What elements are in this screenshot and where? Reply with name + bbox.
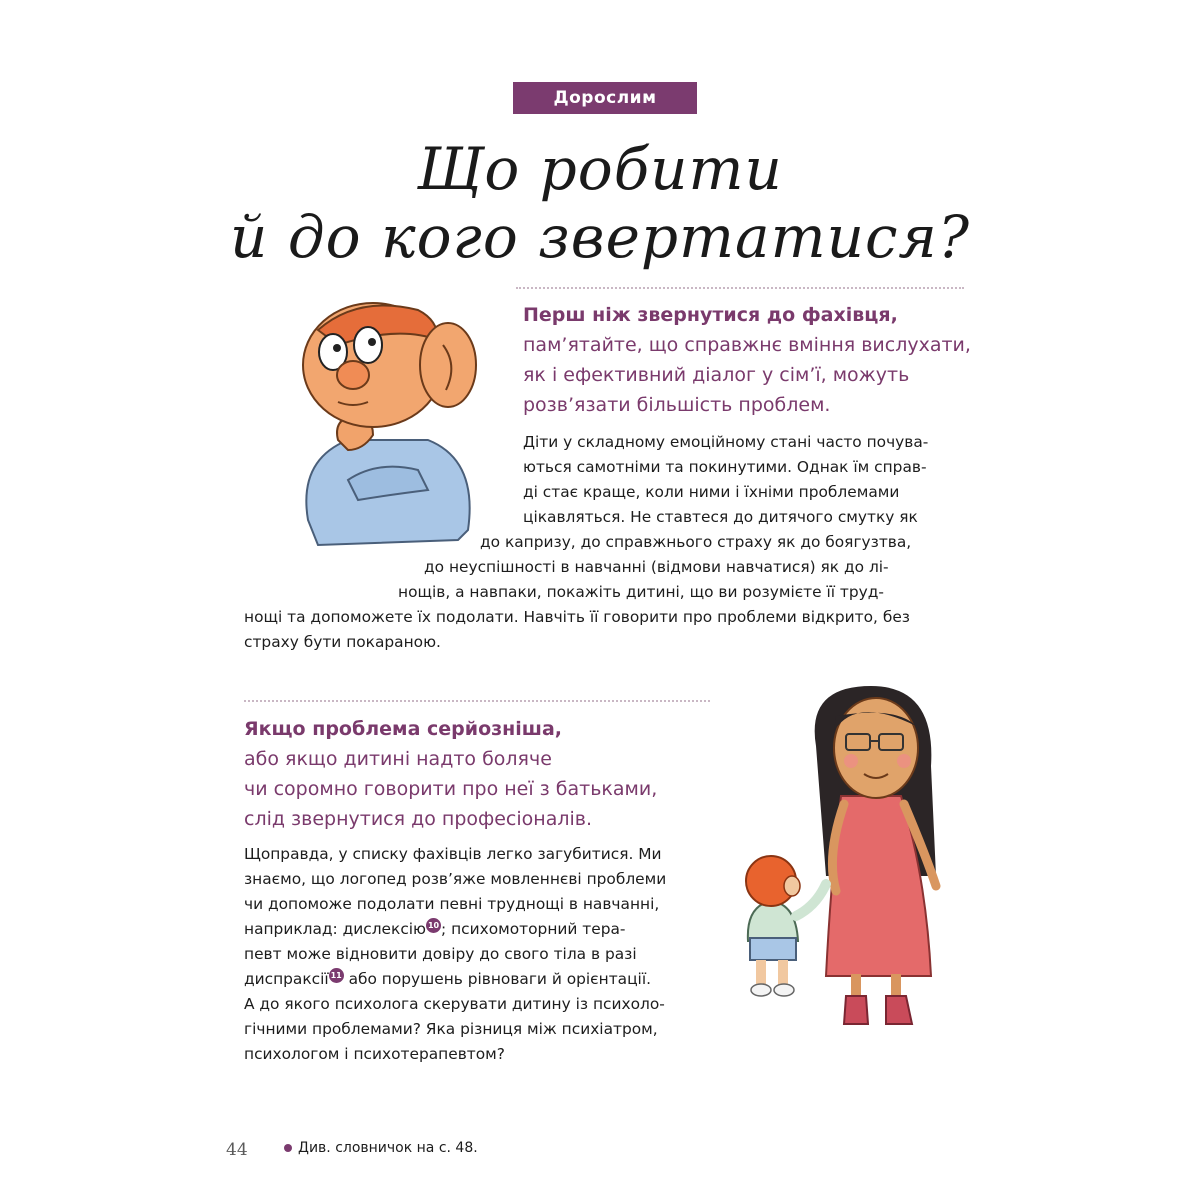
section2-body-text: або порушень рівноваги й орієнтації. <box>343 970 652 988</box>
section2-body-text: ; психомоторний тера- <box>441 920 626 938</box>
section1-body-line: нощів, а навпаки, покажіть дитині, що ви розумієте її труд- <box>398 583 884 601</box>
divider-2 <box>244 700 710 702</box>
divider-1 <box>516 287 964 289</box>
section1-lead-bold: Перш ніж звернутися до фахівця, <box>523 304 898 326</box>
section2-lead <box>244 714 724 834</box>
glossary-ref-10[interactable]: 10 <box>426 918 441 933</box>
section2-lead-line: або якщо дитині надто боляче <box>244 748 552 770</box>
section2-body-line: Щоправда, у списку фахівців легко загубитися. Ми <box>244 845 662 863</box>
section1-body-line: Діти у складному емоційному стані часто почува- <box>523 433 929 451</box>
section1-body-line: ються самотніми та покинутими. Однак їм справ- <box>523 458 927 476</box>
page-title-line-1: Що робити <box>417 135 783 203</box>
page-number: 44 <box>226 1140 248 1160</box>
section2-body-line: чи допоможе подолати певні труднощі в навчанні, <box>244 895 660 913</box>
section1-body-line: до неуспішності в навчанні (відмови навчатися) як до лі- <box>424 558 889 576</box>
section1-body-line: страху бути покараною. <box>244 633 441 651</box>
mother-child-illustration <box>726 676 966 1066</box>
section2-lead-line: слід звернутися до професіоналів. <box>244 808 593 830</box>
section-tag: Дорослим <box>513 82 697 114</box>
section1-body-line: нощі та допоможете їх подолати. Навчіть її говорити про проблеми відкрито, без <box>244 608 910 626</box>
section1-lead <box>523 300 973 420</box>
glossary-note-text: Див. словничок на с. 48. <box>298 1140 478 1156</box>
section2-body-text: диспраксії <box>244 970 329 988</box>
section1-body-line: до капризу, до справжнього страху як до боягузтва, <box>480 533 912 551</box>
section1-lead-line: розв’язати більшість проблем. <box>523 394 831 416</box>
section1-lead-line: як і ефективний діалог у сім’ї, можуть <box>523 364 910 386</box>
section1-body-line: цікавляться. Не ставтеся до дитячого смутку як <box>523 508 918 526</box>
section2-lead-line: чи соромно говорити про неї з батьками, <box>244 778 658 800</box>
section2-body-line <box>244 967 710 992</box>
section2-body <box>244 842 710 1067</box>
section2-body-line: гічними проблемами? Яка різниця між психіатром, <box>244 1020 658 1038</box>
section2-body-line: А до якого психолога скерувати дитину із психоло- <box>244 995 665 1013</box>
section2-body-text: наприклад: дислексію <box>244 920 427 938</box>
thinking-man-illustration <box>278 290 518 570</box>
section1-lead-line: пам’ятайте, що справжнє вміння вислухати, <box>523 334 971 356</box>
glossary-note <box>284 1140 478 1156</box>
bullet-icon <box>284 1144 292 1152</box>
section2-lead-bold: Якщо проблема серйозніша, <box>244 718 563 740</box>
glossary-ref-11[interactable]: 11 <box>329 968 344 983</box>
section2-body-line <box>244 917 710 942</box>
page-title-line-2: й до кого звертатися? <box>230 203 970 271</box>
section2-body-line: знаємо, що логопед розв’яже мовленнєві проблеми <box>244 870 667 888</box>
section1-body-line: ді стає краще, коли ними і їхніми проблемами <box>523 483 900 501</box>
section2-body-line: певт може відновити довіру до свого тіла в разі <box>244 945 637 963</box>
section2-body-line: психологом і психотерапевтом? <box>244 1045 505 1063</box>
